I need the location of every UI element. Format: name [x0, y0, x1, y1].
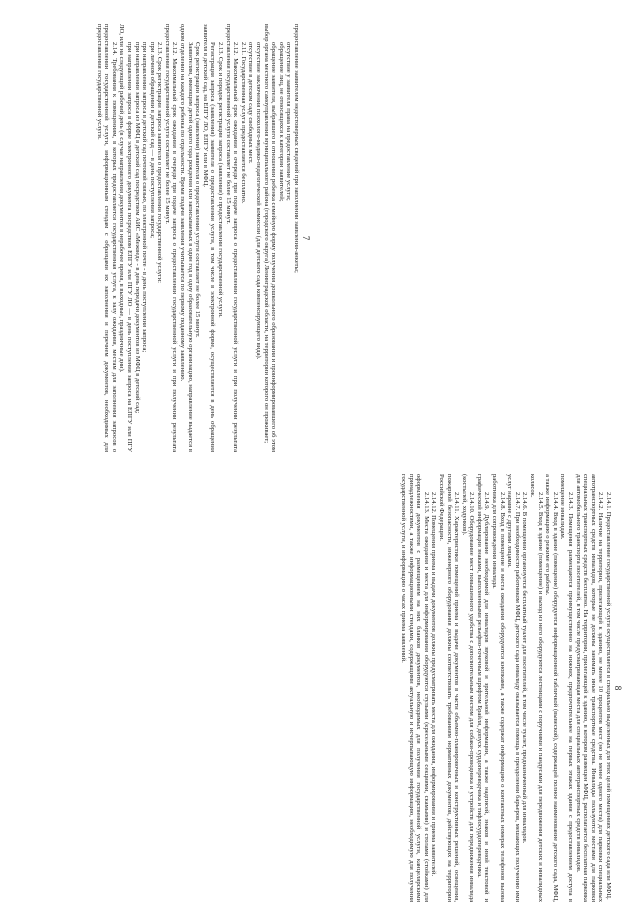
paragraph: 2.14.6. В помещении организуется бесплатный туалет для посетителей, в том числе туалет, предназначенный для инвалидов. [521, 492, 529, 844]
paragraph: 2.12. Максимальный срок ожидания в очереди при подаче запроса о предоставлении государственной услуги и при получении результата предоставления государственной услуги составляет не более 15 минут. [224, 24, 240, 452]
paragraph: предоставление заявителем недостоверных сведений при заполнении заявления-анкеты; [293, 24, 300, 273]
paragraph: 2.14.2. Наличие на территории, прилегающей к зданию, не менее 10 процентов мест (но не менее одного места) для парковки специальных автотранспортных средств инвалидов, которые не должны занимать иные транспортные средства. Инвалиды пользуются местами для парковки специальных транспортных средств бесплатно. На территории, прилегающей к зданию, в котором размещен МФЦ, располагается бесплатная парковка для автомобильного транспорта посетителей, в том числе предусматривающая места для специальных автотранспортных средств инвалидов. [574, 474, 605, 902]
paragraph: 2.14.9. Дублирование необходимой для инвалидов звуковой и зрительной информации, а также надписей, знаков и иной текстовой и графической информации знаками, выполненными рельефно-точечным шрифтом Брайля, допуск сурдопереводчика и тифлосурдопереводчика. [475, 474, 491, 902]
paragraph: 2.14.1. Предоставление государственной услуги осуществляется в специально выделенных для этих целей помещениях детского сада или МФЦ. [605, 492, 612, 900]
paragraph: 2.14.10. Оборудование мест повышенного удобства с дополнительным местом для собаки-проводника и устройств для передвижения инвалида (костылей, ходунков). [460, 474, 476, 902]
paragraph: 2.14.7. При необходимости работником МФЦ, детского сада инвалиду оказывается помощь в преодолении барьеров, мешающих получению ими услуг наравне с другими лицами. [506, 474, 521, 902]
paragraph: Заявителям, имеющим детей одного года рождения или записываемых в один год в одну образовательную организацию, направление выдается в одном отделении на каждого ребенка по отдельности. Время подачи заявления учитывается по первому поданному заявлению. [179, 24, 194, 452]
paragraph: 2.14.12. Помещения приема и выдачи документов должны предусматривать места для ожидания, информирования и приема заявителей. [430, 492, 438, 877]
paragraph: 2.14.5. Вход в здание (помещение) и выход из него оборудуются лестницами с поручнями и пандусами для передвижения детских и инвалидных колясок. [529, 474, 544, 902]
paragraph: при направлении запроса в детский сад почтовой связью, по электронной почте - в день поступления запроса; [141, 42, 149, 353]
paragraph: 2.11. Государственная услуга предоставляется бесплатно. [239, 42, 247, 204]
paragraph: 2.14.3. Помещения размещаются преимущественно на нижних, предпочтительнее на первых этажах здания с предоставлением доступа в помещение инвалидам. [559, 474, 575, 902]
left-page [18, 12, 318, 462]
paragraph: 2.14.11. Характеристики помещений приема и выдачи документов в части объемно-планировочных и конструктивных решений, освещения, пожарной безопасности, инженерного оборудования должны соответствовать требованиям нормативных документов, действующих на территории Российской Федерации. [437, 474, 461, 902]
paragraph: 2.13. Срок регистрации запроса заявителя о предоставлении государственной услуги: [156, 42, 164, 284]
paragraph: отсутствие у заявителя права на предоставление услуги; [285, 42, 293, 201]
page-body [399, 474, 612, 902]
paragraph: 2.14.8. Вход в помещение и места ожидания оборудуются кнопками, а также содержат информацию о контактных номерах телефонов вызова работника для сопровождения инвалида. [491, 474, 506, 902]
paragraph: отсутствие заключения психолого-медико-педагогической комиссии (для детского сада компенсирующего вида). [255, 42, 263, 360]
paragraph: 2.13. Срок и порядок регистрации запроса (заявления) о предоставлении государственной услуги. [217, 42, 225, 318]
page-number: 8 [613, 685, 623, 691]
paragraph: 2.14.13. Места ожидания и места для информирования оборудуются стульями (кресельными секциями, скамьями) и столами (стойками) для оформления документов с размещением на них бланков документов, необходимых для получения государственной услуги, канцелярскими принадлежностями, а также информационными стендами, содержащими актуальную и исчерпывающую информацию, необходимую для получения государственной услуги, и информацию о часах приема заявлений. [399, 474, 430, 902]
paragraph: 2.14.4. Вход в здание (помещение) оборудуется информационной табличкой (вывеской), содержащей полное наименование детского сада, МФЦ, а также информацию о режиме его работы. [544, 474, 559, 902]
page-body [95, 24, 300, 452]
paragraph: Срок регистрации запроса (заявления) заявителя о предоставлении услуги составляет не более 15 минут. [194, 42, 202, 338]
paragraph: при направлении запроса из МФЦ в детский сад посредством АИС «Межвед» - в день передачи документов из МФЦ в детский сад; [133, 42, 141, 414]
page-number: 7 [301, 235, 311, 241]
paragraph: при направлении запроса в форме электронного документа посредством ЕПГУ или ПГУ ЛО — в день поступления запроса на ЕПГУ или ПГУ ЛО, или на следующий рабочий день (в случае направления документов в нерабочее время, в выходные, праздничные дни). [118, 24, 133, 452]
paragraph: при личном обращении в детский сад — в день поступления запроса; [148, 42, 156, 239]
paragraph: обращение заявителя, выбравшего в отношении ребенка семейную форму получения дошкольного образования и проинформировавшего об этом выбор органа местного самоуправления муниципального района (городского округа) Ленинградской области, на территории которого он проживает; [262, 24, 278, 452]
paragraph: 2.14. Требования к помещениям, в которых предоставляется государственная услуга, к залу ожидания, местам для заполнения запросов о предоставлении государственной услуги, информационным стендам с образцами их заполнения и перечнем документов, необходимых для предоставления государственной услуги. [95, 24, 118, 452]
paragraph: обращение лиц, не относящихся к категории заявителей; [277, 42, 285, 202]
paragraph: отсутствие в детском саду свободных мест. [247, 42, 255, 164]
paragraph: 2.12. Максимальный срок ожидания в очереди при подаче запроса о предоставлении государственной услуги и при получении результата предоставления государственной услуги составляет не более 15 минут. [163, 24, 179, 452]
right-page [330, 462, 630, 912]
paragraph: Регистрация запроса (заявления) заявителя о предоставлении услуги, в том числе в электронной форме, осуществляется в день обращения заявителя в детский сад, на ЕПГУ ЛО, ЕПГУ или в МФЦ. [201, 24, 217, 452]
